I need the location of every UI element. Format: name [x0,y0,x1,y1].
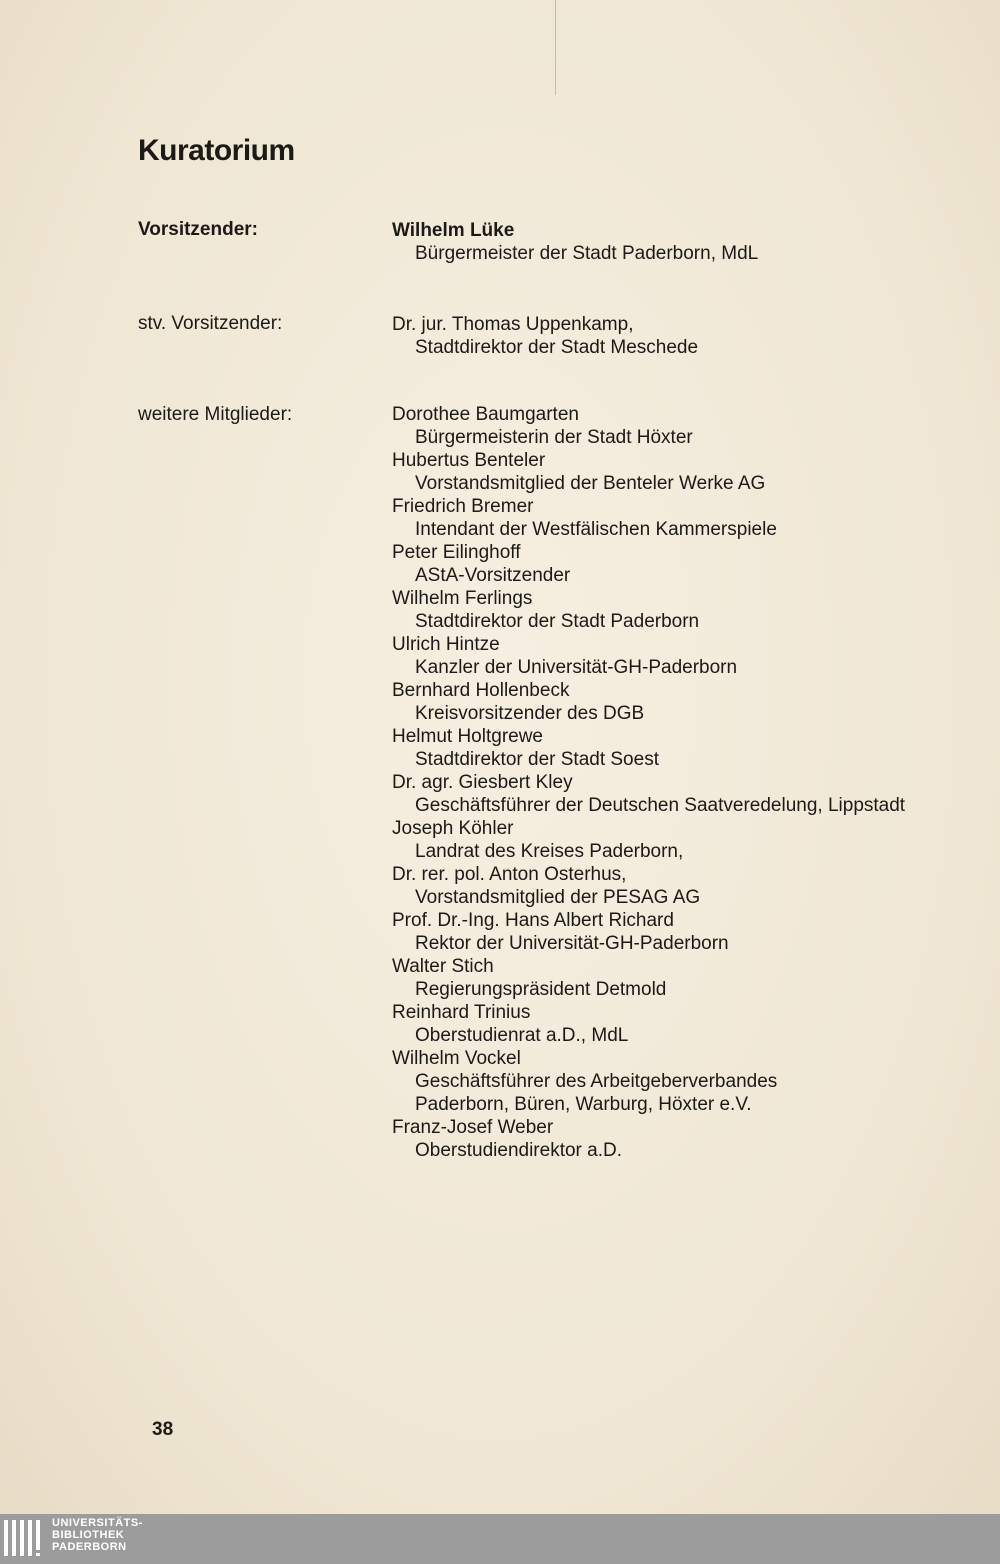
member-entry [392,863,905,909]
member-role: Landrat des Kreises Paderborn, [415,841,684,862]
member-role: Intendant der Westfälischen Kammerspiele [415,519,777,540]
member-name: Walter Stich [392,956,494,977]
member-entry [392,1047,905,1116]
member-name: Prof. Dr.-Ing. Hans Albert Richard [392,910,674,931]
member-role: Vorstandsmitglied der Benteler Werke AG [415,473,766,494]
member-role: Stadtdirektor der Stadt Paderborn [415,611,700,632]
member-role: Oberstudienrat a.D., MdL [415,1025,629,1046]
member-entry [392,495,905,541]
member-role: Bürgermeisterin der Stadt Höxter [415,427,693,448]
member-entry [392,219,758,265]
member-role: Kanzler der Universität-GH-Paderborn [415,657,738,678]
library-footer-bar [0,1514,1000,1564]
member-name: Reinhard Trinius [392,1002,531,1023]
page-title: Kuratorium [138,134,295,167]
member-name: Friedrich Bremer [392,496,534,517]
member-name: Franz-Josef Weber [392,1117,554,1138]
further-members-label: weitere Mitglieder: [138,404,293,425]
member-name: Dorothee Baumgarten [392,404,579,425]
member-role: Geschäftsführer der Deutschen Saatveredelung, Lippstadt [415,795,906,816]
logo-line: PADERBORN [52,1541,127,1553]
member-entry [392,1001,905,1047]
library-logo-text [52,1517,143,1553]
member-name: Hubertus Benteler [392,450,546,471]
member-entry [392,313,698,359]
further-members-list [392,403,905,1162]
member-name: Wilhelm Vockel [392,1048,521,1069]
logo-line: BIBLIOTHEK [52,1529,125,1541]
member-name: Wilhelm Ferlings [392,588,533,609]
member-entry [392,955,905,1001]
library-logo-icon [2,1518,46,1558]
member-role: Stadtdirektor der Stadt Meschede [415,337,699,358]
member-name: Dr. agr. Giesbert Kley [392,772,573,793]
page-number: 38 [152,1419,174,1440]
member-entry [392,725,905,771]
member-role: Rektor der Universität-GH-Paderborn [415,933,729,954]
member-entry [392,633,905,679]
chair-list [392,219,758,265]
member-role: Bürgermeister der Stadt Paderborn, MdL [415,243,759,264]
logo-line: UNIVERSITÄTS- [52,1517,143,1529]
member-role: Oberstudiendirektor a.D. [415,1140,622,1161]
fold-line [555,0,556,95]
member-name: Helmut Holtgrewe [392,726,543,747]
member-name: Bernhard Hollenbeck [392,680,570,701]
member-entry [392,587,905,633]
member-role: Vorstandsmitglied der PESAG AG [415,887,701,908]
member-name: Wilhelm Lüke [392,220,515,241]
member-role: AStA-Vorsitzender [415,565,571,586]
member-role: Kreisvorsitzender des DGB [415,703,645,724]
member-role: Stadtdirektor der Stadt Soest [415,749,659,770]
member-name: Joseph Köhler [392,818,514,839]
member-entry [392,403,905,449]
member-entry [392,771,905,817]
member-entry [392,449,905,495]
member-name: Ulrich Hintze [392,634,500,655]
member-name: Dr. rer. pol. Anton Osterhus, [392,864,627,885]
member-entry [392,679,905,725]
vice-chair-list [392,313,698,359]
member-role: Geschäftsführer des Arbeitgeberverbandes Paderborn, Büren, Warburg, Höxter e.V. [415,1071,778,1115]
member-role: Regierungspräsident Detmold [415,979,667,1000]
member-name: Peter Eilinghoff [392,542,521,563]
vice-chair-label: stv. Vorsitzender: [138,313,283,334]
member-entry [392,1116,905,1162]
chair-label: Vorsitzender: [138,219,259,240]
member-entry [392,909,905,955]
member-entry [392,817,905,863]
member-name: Dr. jur. Thomas Uppenkamp, [392,314,634,335]
member-entry [392,541,905,587]
